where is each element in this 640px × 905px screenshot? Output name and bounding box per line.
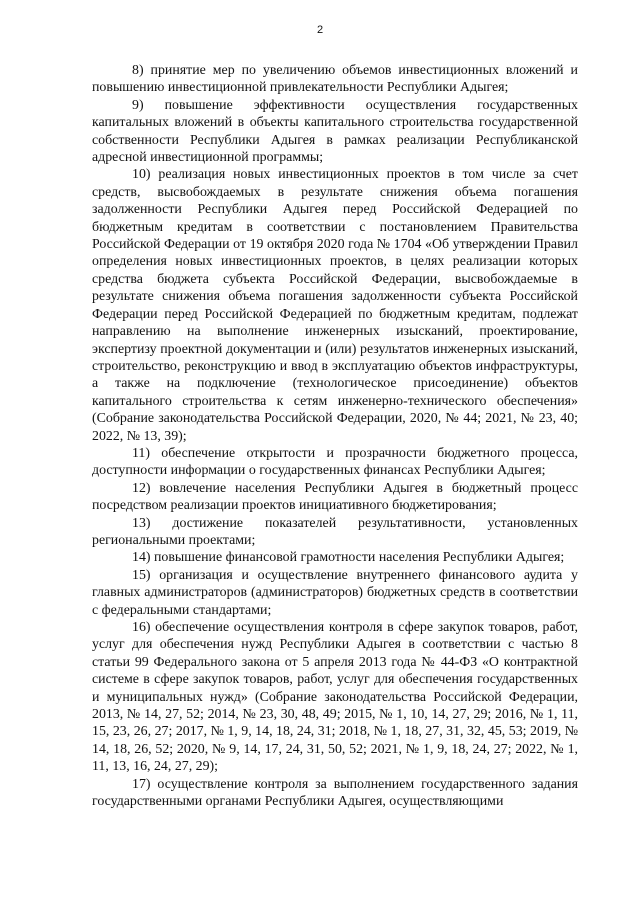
paragraph-item-16: 16) обеспечение осуществления контроля в сфере закупок товаров, работ, услуг для обеспечения нужд Республики Адыгея в соответствии с частью 8 статьи 99 Федерального закона от 5 апреля 2013 года № 44-ФЗ «О контрактной системе в сфере закупок товаров, работ, услуг для обеспечения государственных и муниципальных нужд» (Собрание законодательства Российской Федерации, 2013, № 14, 27, 52; 2014, № 23, 30, 48, 49; 2015, № 1, 10, 14, 27, 29; 2016, № 1, 11, 15, 23, 26, 27; 2017, № 1, 9, 14, 18, 24, 31; 2018, № 1, 18, 27, 31, 32, 45, 53; 2019, № 14, 18, 26, 52; 2020, № 9, 14, 17, 24, 31, 50, 52; 2021, № 1, 9, 18, 24, 27; 2022, № 1, 11, 13, 16, 24, 27, 29); — [92, 620, 578, 775]
paragraph-item-8: 8) принятие мер по увеличению объемов инвестиционных вложений и повышению инвестиционной привлекательности Республики Адыгея; — [92, 63, 578, 96]
paragraph-item-15: 15) организация и осуществление внутреннего финансового аудита у главных администраторов (администраторов) бюджетных средств в соответствии с федеральными стандартами; — [92, 567, 578, 618]
paragraph-item-11: 11) обеспечение открытости и прозрачности бюджетного процесса, доступности информации о государственных финансах Республики Адыгея; — [92, 445, 578, 479]
paragraph-item-9: 9) повышение эффективности осуществления государственных капитальных вложений в объекты капитального строительства государственной собственности Республики Адыгея в рамках реализации Республиканской адресной инвестиционной программы; — [92, 97, 578, 166]
paragraph-item-14: 14) повышение финансовой грамотности населения Республики Адыгея; — [132, 550, 565, 566]
paragraph-item-10: 10) реализация новых инвестиционных проектов в том числе за счет средств, высвобождаемых в результате снижения объема погашения задолженности Республики Адыгея перед Российской Федерацией по бюджетным кредитам в соответствии с постановлением Правительства Российской Федерации от 19 октября 2020 года № 1704 «Об утверждении Правил определения новых инвестиционных проектов, в целях реализации которых средства бюджета субъекта Российской Федерации, высвобождаемые в результате снижения объема погашения задолженности субъекта Российской Федерации перед Российской Федерацией по бюджетным кредитам, подлежат направлению на выполнение инженерных изысканий, проектирование, экспертизу проектной документации и (или) результатов инженерных изысканий, строительство, реконструкцию и ввод в эксплуатацию объектов инфраструктуры, а также на подключение (технологическое присоединение) объектов капитального строительства к сетям инженерно-технического обеспечения» (Собрание законодательства Российской Федерации, 2020, № 44; 2021, № 23, 40; 2022, № 13, 39); — [92, 167, 578, 444]
paragraph-item-12: 12) вовлечение населения Республики Адыгея в бюджетный процесс посредством реализации проектов инициативного бюджетирования; — [92, 480, 578, 514]
document-body — [92, 62, 578, 810]
page-number: 2 — [316, 24, 324, 36]
paragraph-item-17: 17) осуществление контроля за выполнением государственного задания государственными органами Республики Адыгея, осуществляющими — [92, 776, 578, 810]
paragraph-item-13: 13) достижение показателей результативности, установленных региональными проектами; — [92, 515, 578, 548]
